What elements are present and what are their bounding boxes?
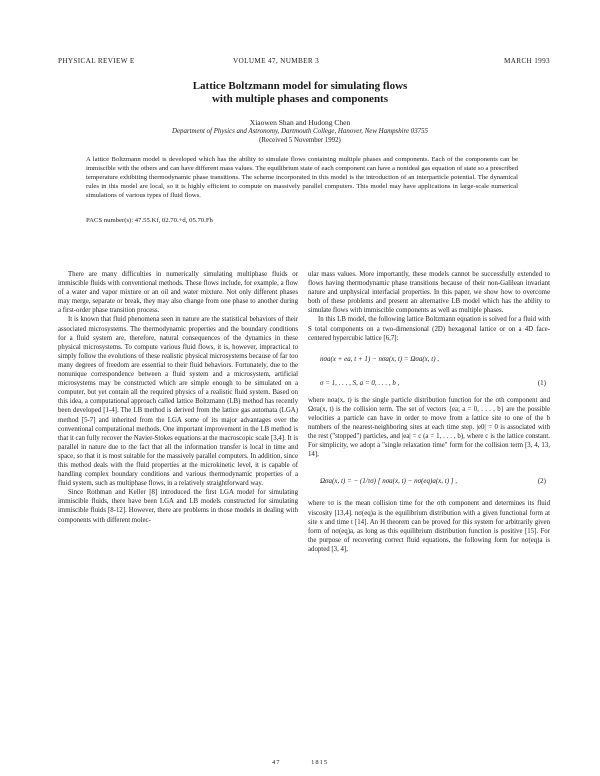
body-paragraph: There are many difficulties in numerically simulating multiphase fluids or immiscible fluids with conventional methods. These flows include, for example, a flow of a water and vapor mixture or an oil and water mixture. Not only different phases may merge, separate or break, they may also change from one phase to another during a first-order phase transition process.	[58, 271, 298, 315]
affiliation: Department of Physics and Astronomy, Dartmouth College, Hanover, New Hampshire 03755	[171, 128, 429, 135]
equation-number: (2)	[537, 477, 546, 486]
authors: Xiaowen Shan and Hudong Chen	[249, 118, 351, 127]
equation-1-line-1: nσa(x + ea, t + 1) − nσa(x, t) = Ωσa(x, t) ,	[320, 354, 440, 363]
equation-1-continued	[308, 374, 550, 396]
journal-name: PHYSICAL REVIEW E	[58, 57, 135, 65]
received-date: (Received 5 November 1992)	[259, 137, 341, 144]
equation-number: (1)	[537, 378, 546, 387]
body-paragraph: Since Rothman and Keller [8] introduced the first LGA model for simulating immiscible fluids, there have been LGA and LB models constructed for simulating immiscible fluids [8-12]. However, there are problems in those models in dealing with components with different molec-	[58, 489, 298, 524]
footer-page-number: 1815	[311, 759, 329, 766]
footer-volume: 47	[271, 759, 281, 766]
pacs-numbers: PACS number(s): 47.55.Kf, 02.70.+d, 05.70.Fh	[86, 217, 213, 224]
equation-2-expression: Ωσa(x, t) = − (1/τσ) [ nσa(x, t) − nσ(eq)a(x, t) ] ,	[320, 477, 458, 486]
right-column	[308, 270, 550, 554]
body-paragraph: It is known that fluid phenomena seen in nature are the statistical behaviors of their associated microsystems. The thermodynamic properties and the boundary conditions for a fluid system are, therefore, natural consequences of the dynamics in these physical microsystems. To compute various fluid flows, it is, however, impractical to simply follow the evolutions of these realistic physical microsystems because of far too many degrees of freedom are essential to their fluid behaviors. Fortunately, due to the nonunique correspondence between a fluid system and a microsystem, artificial microsystems may be constructed which are simple enough to be simulated on a computer, but yet contain all the required physics of a realistic fluid system. Based on this idea, a computational approach called lattice Boltzmann (LB) method has recently been developed [1-4]. The LB method is derived from the lattice gas automata (LGA) method [5-7] and inherited from the LGA some of its major advantages over the conventional computational methods. One important improvement in the LB method is that it can fully recover the Navier-Stokes equations at the macroscopic scale [3,4]. It is parallel in nature due to the fact that all the information transfer is local in time and space, so that it is most suitable for the massively parallel computers. In addition, since this method deals with the fluid properties at the microkinetic level, it is capable of handling complex boundary conditions and various thermodynamic properties of a fluid system, such as multiphase flows, in a relatively straightforward way.	[58, 316, 298, 488]
volume-number: VOLUME 47, NUMBER 3	[233, 57, 320, 65]
left-column	[58, 270, 298, 525]
title-line: with multiple phases and components	[211, 93, 389, 105]
page-footer	[0, 759, 600, 766]
body-paragraph: In this LB model, the following lattice Boltzmann equation is solved for a fluid with S total components on a two-dimensional (2D) hexagonal lattice or on a 4D face-centered hypercubic lattice [6,7]:	[308, 316, 550, 342]
running-header	[58, 57, 550, 67]
issue-date: MARCH 1993	[503, 57, 550, 65]
body-paragraph: ular mass values. More importantly, these models cannot be successfully extended to flows having thermodynamic phase transitions because of their non-Galilean invariant nature and unphysical interfacial properties. In this paper, we show how to overcome both of these problems and present an alternative LB model which has the ability to simulate flows with immiscible components as well as multiple phases.	[308, 271, 550, 315]
title-line: Lattice Boltzmann model for simulating flows	[192, 80, 408, 92]
equation-1	[308, 350, 550, 374]
paper-title	[0, 80, 600, 106]
equation-2	[308, 463, 550, 499]
equation-1-line-2: σ = 1, . . . , S, a = 0, . . . , b ,	[320, 378, 400, 387]
body-paragraph: where τσ is the mean collision time for the σth component and determines its fluid viscosity [13,4]. nσ(eq)a is the equilibrium distribution with a given functional form at site x and time t [14]. An H theorem can be proved for this system for arbitrarily given form of nσ(eq)a, as long as this equilibrium distribution function is positive [15]. For the purpose of recovering correct fluid equations, the following form for nσ(eq)a is adopted [3, 4],	[308, 500, 550, 553]
body-paragraph: where nσa(x, t) is the single particle distribution function for the σth component and Ωσa(x, t) is the collision term. The set of vectors {ea; a = 0, . . . , b} are the possible velocities a particle can have in order to move from a lattice site to one of the b numbers of the nearest-neighboring sites at each time step. |e0| = 0 is associated with the rest ("stopped") particles, and |ea| = c (a = 1, . . . , b), where c is the lattice constant. For simplicity, we adopt a "single relaxation time" form for the collision term [3, 4, 13, 14],	[308, 396, 550, 459]
abstract: A lattice Boltzmann model is developed which has the ability to simulate flows containing multiple phases and components. Each of the components can be immiscible with the others and can have different mass values. The equilibrium state of each component can have a nonideal gas equation of state so a prescribed temperature exhibiting thermodynamic phase transitions. The scheme incorporated in this model is the introduction of an interparticle potential. The dynamical rules in this model are local, so it is highly efficient to compute on massively parallel computers. This model may have applications in large-scale numerical simulations of various types of fluid flows.	[86, 156, 518, 200]
